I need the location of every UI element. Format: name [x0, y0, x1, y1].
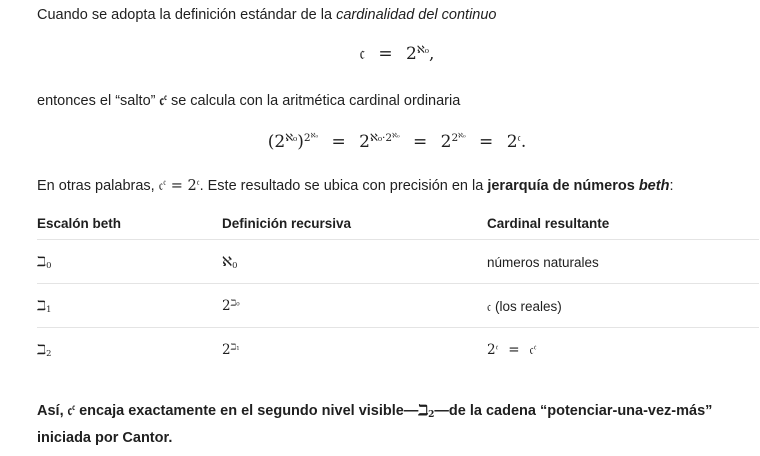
result-base: 2: [487, 342, 496, 358]
line2-suffix: se calcula con la aritmética cardinal ordinaria: [166, 93, 461, 109]
table-divider: [37, 239, 759, 240]
result-base-2: 𝔠: [529, 342, 534, 358]
table-header-step: Escalón beth: [37, 216, 122, 231]
line3-base: 𝔠: [158, 178, 164, 194]
salto-paragraph: [37, 92, 460, 109]
table-header-result: Cardinal resultante: [487, 216, 610, 231]
aleph-index: 0: [232, 260, 238, 271]
line3-eq: = 2: [166, 178, 197, 194]
aleph-symbol: ℵ: [222, 254, 233, 270]
eq2-t4-sup: 𝔠: [517, 132, 521, 145]
conclusion-beth: ℶ: [418, 402, 429, 419]
line3-exp: 𝔠: [163, 178, 167, 189]
eq2-t3-base: 2: [440, 132, 452, 152]
conclusion-prefix: Así,: [37, 403, 68, 419]
eq2-equals-1: =: [331, 132, 346, 152]
table-row-0-def: [222, 254, 237, 270]
eq2-t1-expsup: ℵ₀: [310, 131, 319, 140]
eq1-tail: ,: [428, 44, 435, 64]
table-row-1-step: [37, 298, 51, 314]
beth-symbol: ℶ: [37, 298, 47, 314]
beth-index: 0: [46, 260, 52, 271]
conclusion-after: —de la cadena “potenciar-una-vez-más”: [434, 403, 713, 419]
eq2-t2-sup: ℵ₀·2: [369, 132, 393, 145]
row-divider: [37, 283, 759, 284]
line3-bold2: beth: [638, 178, 670, 194]
eq2-tail: .: [520, 132, 527, 152]
table-row-1-def: [222, 298, 240, 314]
eq1-equals: =: [378, 44, 393, 64]
intro-term: cardinalidad del continuo: [336, 7, 497, 23]
beth-symbol: ℶ: [37, 342, 47, 358]
eq2-t1-sup: ℵ₀: [285, 132, 298, 145]
eq2-t4-base: 2: [506, 132, 518, 152]
conclusion-exp: 𝔠: [72, 403, 76, 414]
line3-eqsup: 𝔠: [196, 178, 200, 189]
conclusion-paragraph: [37, 402, 712, 419]
line2-prefix: entonces el “salto”: [37, 93, 160, 109]
eq2-t1-base: (2: [267, 132, 286, 152]
eq2-term1: [268, 132, 318, 152]
def-exponent: ℶ₀: [230, 297, 240, 308]
eq2-equals-2: =: [412, 132, 428, 152]
table-row-0-result: números naturales: [487, 255, 599, 270]
beth-symbol: ℶ: [37, 254, 47, 270]
eq2-term4: [507, 132, 527, 152]
conclusion-line-2: iniciada por Cantor.: [37, 430, 173, 446]
eq2-t2-supsup: ℵ₀: [392, 131, 400, 140]
conclusion-mid: encaja exactamente en el segundo nivel visible—: [75, 403, 419, 419]
eq1-base: 2: [406, 44, 417, 64]
intro-paragraph: [37, 7, 497, 23]
eq2-t3-sup: 2: [451, 132, 459, 145]
line3-end: :: [669, 178, 674, 194]
beth-index: 1: [46, 304, 52, 315]
row-divider: [37, 327, 759, 328]
table-row-2-def: [222, 342, 240, 358]
eq2-t2-base: 2: [359, 132, 370, 152]
beth-index: 2: [46, 348, 52, 359]
eq2-t1-exp: 2: [303, 132, 311, 145]
intro-text: Cuando se adopta la definición estándar de la: [37, 7, 337, 23]
line2-exp: 𝔠: [164, 93, 167, 104]
equation-continuum: [37, 44, 757, 64]
line3-bold1: jerarquía de números: [487, 178, 639, 194]
line2-base: 𝔠: [159, 92, 165, 109]
eq2-t1-close: ): [297, 132, 304, 152]
line3-prefix: En otras palabras,: [37, 178, 159, 194]
line3-middle: . Este resultado se ubica con precisión en la: [199, 178, 488, 194]
table-row-2-step: [37, 342, 51, 358]
result-exp-2: 𝔠: [533, 341, 537, 352]
table-row-1-result: 𝔠 (los reales): [487, 299, 562, 314]
eq2-term3: [441, 132, 466, 152]
beth-intro-paragraph: [37, 178, 673, 194]
result-exp: 𝔠: [495, 341, 499, 352]
eq1-exponent: ℵ₀: [416, 44, 429, 57]
eq2-t3-supsup: ℵ₀: [458, 131, 466, 140]
def-exponent: ℶ₁: [230, 341, 240, 352]
eq2-term2: [359, 132, 399, 152]
equation-arithmetic: [37, 132, 757, 152]
def-base: 2: [222, 298, 231, 314]
table-row-2-result: [487, 342, 536, 358]
eq2-equals-3: =: [479, 132, 494, 152]
result-equals: =: [508, 342, 520, 358]
table-row-0-step: [37, 254, 51, 270]
def-base: 2: [222, 342, 231, 358]
conclusion-base: 𝔠: [67, 402, 73, 419]
conclusion-beth-index: 2: [428, 410, 435, 421]
eq1-lhs: 𝔠: [359, 44, 365, 64]
table-header-definition: Definición recursiva: [222, 216, 352, 231]
